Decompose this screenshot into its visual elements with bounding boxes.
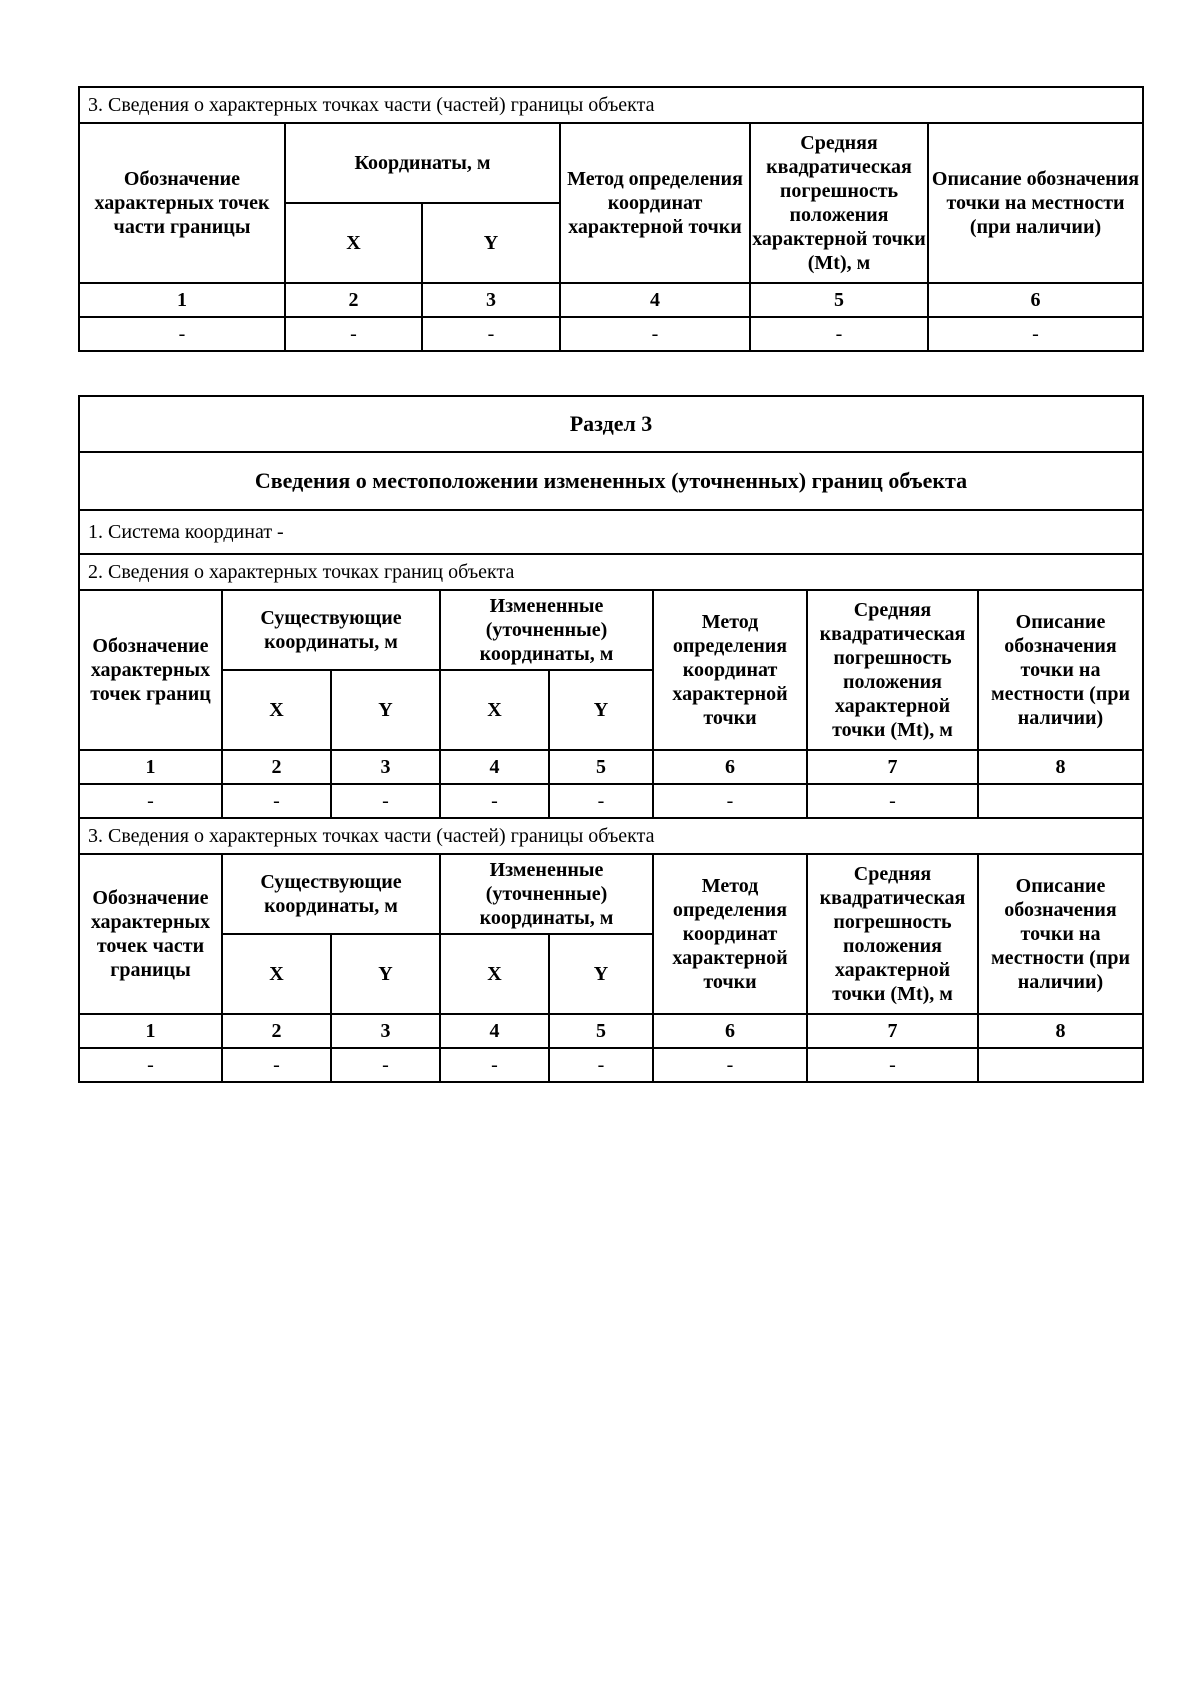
section3-table: [78, 395, 1144, 1083]
table-cell: -: [79, 1048, 222, 1082]
header-coordinates: Координаты, м: [285, 123, 560, 203]
column-number-row: [79, 1014, 1143, 1048]
column-number: 7: [807, 750, 978, 784]
table-cell: -: [440, 784, 549, 818]
column-number: 5: [549, 750, 653, 784]
header-y: Y: [331, 934, 440, 1014]
table-cell: -: [222, 784, 331, 818]
header-changed-coordinates: Измененные (уточненные) координаты, м: [440, 854, 653, 934]
column-number: 4: [440, 750, 549, 784]
table-row: [79, 317, 1143, 351]
header-method: Метод определения координат характерной точки: [653, 854, 807, 1014]
header-description: Описание обозначения точки на местности (при наличии): [928, 123, 1143, 283]
header-x: X: [285, 203, 422, 283]
header-y: Y: [331, 670, 440, 750]
header-error: Средняя квадратическая погрешность положения характерной точки (Mt), м: [807, 590, 978, 750]
coordinate-system: 1. Система координат -: [79, 510, 1143, 554]
table-cell: -: [422, 317, 560, 351]
section-subtitle: Сведения о местоположении измененных (уточненных) границ объекта: [79, 452, 1143, 510]
column-number-row: [79, 283, 1143, 317]
part-points-heading: 3. Сведения о характерных точках части (частей) границы объекта: [79, 87, 1143, 123]
header-method: Метод определения координат характерной точки: [560, 123, 750, 283]
column-number: 2: [222, 1014, 331, 1048]
column-number: 3: [331, 1014, 440, 1048]
boundary-points-heading: 2. Сведения о характерных точках границ объекта: [79, 554, 1143, 590]
column-number: 6: [928, 283, 1143, 317]
column-number: 8: [978, 750, 1143, 784]
header-x: X: [222, 670, 331, 750]
table-cell: -: [440, 1048, 549, 1082]
column-number: 2: [222, 750, 331, 784]
header-method: Метод определения координат характерной точки: [653, 590, 807, 750]
header-y: Y: [422, 203, 560, 283]
table-cell: -: [653, 1048, 807, 1082]
table-cell: -: [285, 317, 422, 351]
header-designation: Обозначение характерных точек части границы: [79, 123, 285, 283]
table-cell: [978, 784, 1143, 818]
header-designation: Обозначение характерных точек части границы: [79, 854, 222, 1014]
table-cell: -: [750, 317, 928, 351]
table-cell: -: [807, 1048, 978, 1082]
column-number: 5: [750, 283, 928, 317]
header-y: Y: [549, 670, 653, 750]
column-number: 1: [79, 283, 285, 317]
table-cell: -: [653, 784, 807, 818]
column-number: 8: [978, 1014, 1143, 1048]
table-cell: -: [928, 317, 1143, 351]
header-x: X: [440, 934, 549, 1014]
column-number: 4: [560, 283, 750, 317]
section-title: Раздел 3: [79, 396, 1143, 452]
table-cell: -: [549, 1048, 653, 1082]
column-number: 1: [79, 750, 222, 784]
column-number: 4: [440, 1014, 549, 1048]
column-number: 3: [422, 283, 560, 317]
header-description: Описание обозначения точки на местности (при наличии): [978, 854, 1143, 1014]
header-description: Описание обозначения точки на местности (при наличии): [978, 590, 1143, 750]
column-number: 1: [79, 1014, 222, 1048]
column-number: 6: [653, 1014, 807, 1048]
header-y: Y: [549, 934, 653, 1014]
header-changed-coordinates: Измененные (уточненные) координаты, м: [440, 590, 653, 670]
table-cell: -: [222, 1048, 331, 1082]
table-cell: -: [560, 317, 750, 351]
header-designation: Обозначение характерных точек границ: [79, 590, 222, 750]
column-number: 6: [653, 750, 807, 784]
header-x: X: [440, 670, 549, 750]
part-points-table-top: [78, 86, 1144, 352]
column-number: 5: [549, 1014, 653, 1048]
header-existing-coordinates: Существующие координаты, м: [222, 590, 440, 670]
column-number-row: [79, 750, 1143, 784]
part-points-heading: 3. Сведения о характерных точках части (частей) границы объекта: [79, 818, 1143, 854]
table-cell: -: [807, 784, 978, 818]
table-cell: -: [79, 317, 285, 351]
column-number: 3: [331, 750, 440, 784]
table-cell: -: [331, 784, 440, 818]
header-x: X: [222, 934, 331, 1014]
column-number: 7: [807, 1014, 978, 1048]
table-row: [79, 784, 1143, 818]
header-error: Средняя квадратическая погрешность положения характерной точки (Mt), м: [750, 123, 928, 283]
table-cell: [978, 1048, 1143, 1082]
table-cell: -: [549, 784, 653, 818]
table-cell: -: [331, 1048, 440, 1082]
header-error: Средняя квадратическая погрешность положения характерной точки (Mt), м: [807, 854, 978, 1014]
header-existing-coordinates: Существующие координаты, м: [222, 854, 440, 934]
table-row: [79, 1048, 1143, 1082]
table-cell: -: [79, 784, 222, 818]
column-number: 2: [285, 283, 422, 317]
